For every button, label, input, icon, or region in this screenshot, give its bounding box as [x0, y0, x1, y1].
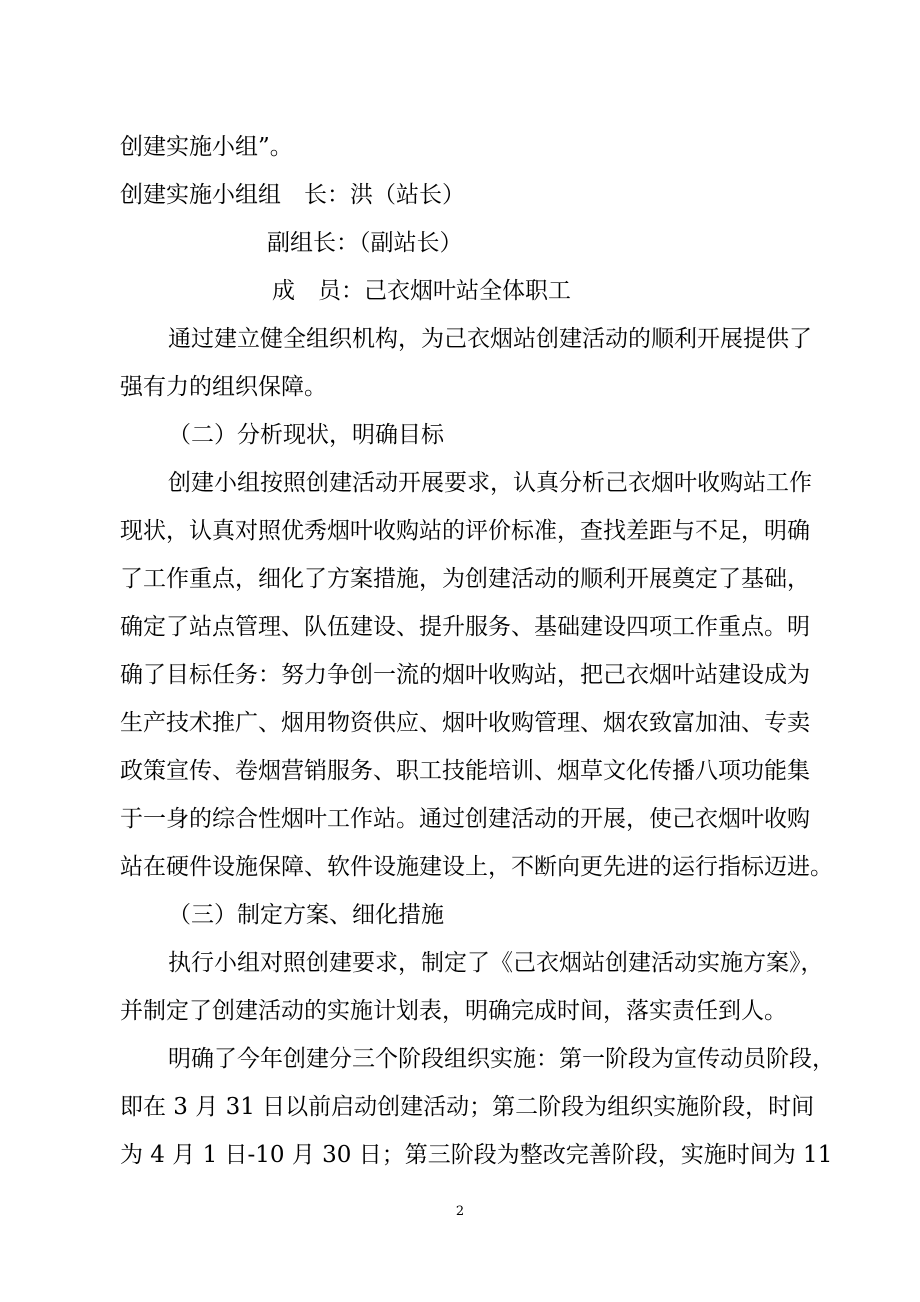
text-line-content: 创建实施小组”。	[120, 134, 293, 160]
text-line: 通过建立健全组织机构，为己衣烟站创建活动的顺利开展提供了	[168, 326, 812, 352]
text-line: 创建小组按照创建活动开展要求，认真分析己衣烟叶收购站工作	[168, 470, 812, 496]
text-line: 即在 3 月 31 日以前启动创建活动；第二阶段为组织实施阶段，时间	[120, 1094, 815, 1120]
text-line	[120, 123, 520, 171]
text-line: 生产技术推广、烟用物资供应、烟叶收购管理、烟农致富加油、专卖	[120, 710, 810, 736]
text-line: 站在硬件设施保障、软件设施建设上，不断向更先进的运行指标迈进。	[120, 854, 833, 880]
section-heading-text: （二）分析现状，明确目标	[168, 422, 444, 448]
text-line: 于一身的综合性烟叶工作站。通过创建活动的开展，使己衣烟叶收购	[120, 806, 810, 832]
section-heading	[168, 411, 568, 459]
text-line-content: 成 员：己衣烟叶站全体职工	[272, 278, 571, 304]
text-line-content: 强有力的组织保障。	[120, 374, 327, 400]
page-number: 2	[455, 1204, 465, 1219]
text-line: 了工作重点，细化了方案措施，为创建活动的顺利开展奠定了基础，	[120, 566, 810, 592]
text-line: 确了目标任务：努力争创一流的烟叶收购站，把己衣烟叶站建设成为	[120, 662, 810, 688]
text-line-content: 创建实施小组组 长：洪（站长）	[120, 182, 465, 208]
text-line-content: 副组长：（副站长）	[267, 230, 463, 256]
text-line: 确定了站点管理、队伍建设、提升服务、基础建设四项工作重点。明	[120, 614, 810, 640]
text-line: 执行小组对照创建要求，制定了《己衣烟站创建活动实施方案》，	[168, 950, 824, 976]
text-line	[120, 171, 520, 219]
text-line: 政策宣传、卷烟营销服务、职工技能培训、烟草文化传播八项功能集	[120, 758, 810, 784]
text-line: 明确了今年创建分三个阶段组织实施：第一阶段为宣传动员阶段，	[168, 1046, 835, 1072]
text-line: 为 4 月 1 日-10 月 30 日；第三阶段为整改完善阶段，实施时间为 11	[120, 1142, 833, 1168]
text-line: 并制定了创建活动的实施计划表，明确完成时间，落实责任到人。	[120, 998, 787, 1024]
section-heading-text: （三）制定方案、细化措施	[168, 902, 444, 928]
text-line	[272, 267, 672, 315]
text-line	[120, 363, 520, 411]
section-heading	[168, 891, 568, 939]
text-line: 现状，认真对照优秀烟叶收购站的评价标准，查找差距与不足，明确	[120, 518, 810, 544]
text-line	[267, 219, 667, 267]
